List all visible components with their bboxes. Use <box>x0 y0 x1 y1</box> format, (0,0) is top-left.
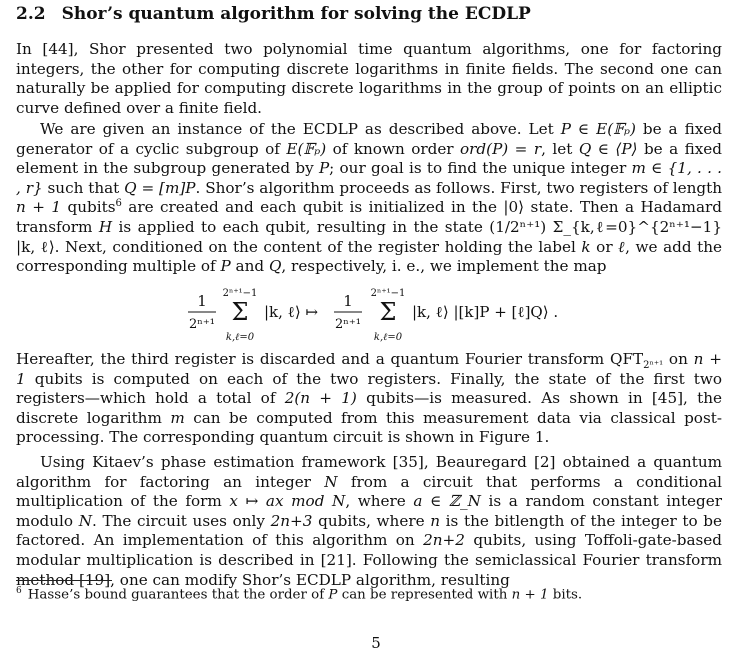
math-inline: 2n+2 <box>423 531 465 550</box>
footnote-reference[interactable]: 6 <box>115 198 122 210</box>
section-number: 2.2 <box>16 4 46 24</box>
paragraph-qft-measurement: Hereafter, the third register is discarded and a quantum Fourier transform $QFT_{2^{n+1}}$ on n + 1 qubits is computed on each of the two registers. Finally, the state of the first two registers—which hold a total of 2(n + 1) qubits—is measured. As shown in [45], the discrete logarithm m can be computed from this measurement data via classical post-processing. The corresponding quantum circuit is shown in Figure 1. <box>16 350 722 447</box>
fraction-denominator-right: 2ⁿ⁺¹ <box>335 317 361 332</box>
sum-symbol-right: Σ <box>379 298 397 326</box>
fraction-numerator-left: 1 <box>197 292 207 310</box>
math-inline: x ↦ ax mod N <box>229 492 346 511</box>
math-inline: Q = [m]P <box>124 178 196 197</box>
math-inline: E(𝔽ₚ) <box>286 139 327 158</box>
math-inline: a ∈ ℤ_N <box>413 492 481 511</box>
math-inline: m ∈ {1, . . . , r} <box>16 159 723 197</box>
math-inline: k <box>581 237 591 256</box>
ket-map-right: |k, ℓ⟩ |[k]P + [ℓ]Q⟩ . <box>412 303 559 321</box>
sum-symbol-left: Σ <box>231 298 249 326</box>
section-title: Shor’s quantum algorithm for solving the ECDLP <box>61 4 531 24</box>
math-inline: 2(n + 1) <box>284 389 357 408</box>
math-inline: N <box>324 472 338 491</box>
math-inline: n + 1 <box>16 198 62 217</box>
equation-svg <box>180 282 600 346</box>
paragraph-ecdlp-instance: We are given an instance of the ECDLP as described above. Let P ∈ E(𝔽ₚ) be a fixed generator of a cyclic subgroup of E(𝔽ₚ) of known order ord(P) = r, let Q ∈ ⟨P⟩ be a fixed element in the subgroup generated by P; our goal is to find the unique integer m ∈ {1, . . . , r} such that Q = [m]P. Shor’s algorithm proceeds as follows. First, two registers of length n + 1 qubits$^6$ are created and each qubit is initialized in the |0⟩ state. Then a Hadamard transform H is applied to each qubit, resulting in the state (1/2ⁿ⁺¹) Σ_{k,ℓ=0}^{2ⁿ⁺¹−1} |k, ℓ⟩. Next, conditioned on the content of the register holding the label k or ℓ, we add the corresponding multiple of P and Q, respectively, i. e., we implement the map <box>16 120 723 276</box>
math-inline: N <box>78 511 92 530</box>
footnote-mark: 6 <box>16 586 22 596</box>
math-inline: H <box>98 217 113 236</box>
paragraph-intro: In [44], Shor presented two polynomial time quantum algorithms, one for factoring integers, the other for computing discrete logarithms in finite fields. The second one can naturally be applied for computing discrete logarithms in the group of points on an elliptic curve defined over a finite field. <box>16 40 722 117</box>
display-equation-map <box>180 282 600 346</box>
ket-map-left: |k, ℓ⟩ ↦ <box>264 303 319 321</box>
fraction-numerator-right: 1 <box>343 292 353 310</box>
sum-upper-left: 2ⁿ⁺¹−1 <box>222 288 258 299</box>
math-inline: ord(P) = r <box>460 139 542 158</box>
math-inline: P ∈ E(𝔽ₚ) <box>560 120 636 138</box>
sum-lower-right: k,ℓ=0 <box>373 332 403 343</box>
math-inline-state: (1/2ⁿ⁺¹) Σ_{k,ℓ=0}^{2ⁿ⁺¹−1} |k, ℓ⟩ <box>16 217 722 256</box>
math-subscript: 2ⁿ⁺¹ <box>643 360 664 372</box>
math-inline: n <box>430 511 441 530</box>
math-inline: QFT <box>610 350 644 368</box>
math-inline: m <box>170 408 185 427</box>
footnote-rule <box>16 580 112 581</box>
page-number: 5 <box>371 634 381 652</box>
sum-lower-left: k,ℓ=0 <box>225 332 255 343</box>
sum-upper-right: 2ⁿ⁺¹−1 <box>370 288 406 299</box>
math-inline: n + 1 <box>511 587 549 603</box>
section-heading <box>16 4 531 24</box>
math-inline: P <box>328 587 338 603</box>
math-inline: ℓ <box>618 237 626 256</box>
paragraph-kitaev-beauregard: Using Kitaev’s phase estimation framework [35], Beauregard [2] obtained a quantum algorithm for factoring an integer N from a circuit that performs a conditional multiplication of the form x ↦ ax mod N, where a ∈ ℤ_N is a random constant integer modulo N. The circuit uses only 2n+3 qubits, where n is the bitlength of the integer to be factored. An implementation of this algorithm on 2n+2 qubits, using Toffoli-gate-based modular multiplication is described in [21]. Following the semiclassical Fourier transform method [19], one can modify Shor’s ECDLP algorithm, resulting <box>16 453 723 589</box>
math-inline: n + 1 <box>16 350 722 388</box>
math-inline: Q ∈ ⟨P⟩ <box>578 139 638 158</box>
math-inline: 2n+3 <box>270 511 313 530</box>
math-inline: Q <box>268 257 282 276</box>
math-inline: P <box>220 257 231 276</box>
fraction-denominator-left: 2ⁿ⁺¹ <box>189 317 215 332</box>
footnote: $^6$ Hasse’s bound guarantees that the order of P can be represented with n + 1 bits. <box>16 586 583 603</box>
math-inline: |0⟩ <box>503 198 525 217</box>
math-inline: P <box>318 159 330 178</box>
